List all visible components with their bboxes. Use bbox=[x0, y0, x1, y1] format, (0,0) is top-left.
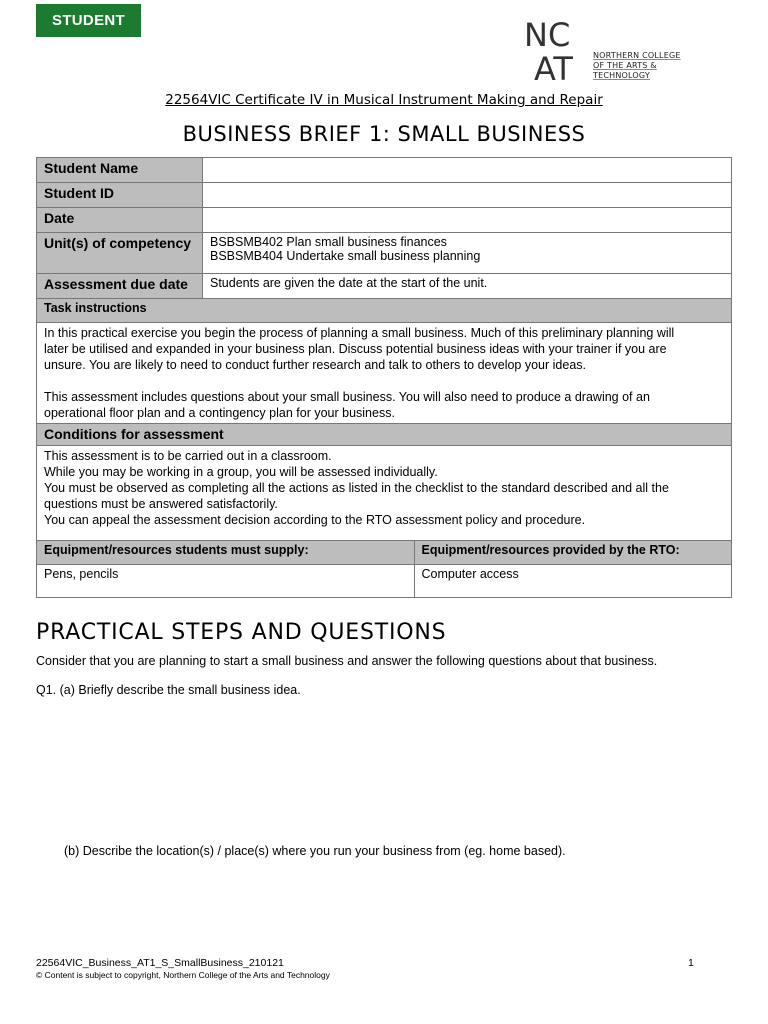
student-name-row bbox=[37, 158, 732, 183]
condition-line: This assessment is to be carried out in a classroom. bbox=[44, 449, 332, 463]
unit-item: BSBSMB402 Plan small business finances bbox=[210, 235, 447, 249]
condition-line: You can appeal the assessment decision according to the RTO assessment policy and procedure. bbox=[44, 513, 586, 527]
course-title: 22564VIC Certificate IV in Musical Instrument Making and Repair bbox=[165, 92, 603, 108]
equipment-body-row bbox=[37, 565, 732, 598]
condition-line: You must be observed as completing all the actions as listed in the checklist to the standard described and all the bbox=[44, 481, 669, 495]
equipment-student-value: Pens, pencils bbox=[37, 565, 415, 598]
equipment-rto-value: Computer access bbox=[414, 565, 732, 598]
task-line: later be utilised and expanded in your business plan. Discuss potential business ideas with your trainer if you are bbox=[44, 342, 667, 356]
task-header-row bbox=[37, 299, 732, 323]
logo-college-name bbox=[593, 51, 681, 81]
logo-line: TECHNOLOGY bbox=[593, 71, 650, 80]
page-number: 1 bbox=[688, 957, 694, 969]
task-line: unsure. You are likely to need to conduct further research and talk to others to develop your ideas. bbox=[44, 358, 587, 372]
logo-line: OF THE ARTS & bbox=[593, 61, 657, 70]
units-label: Unit(s) of competency bbox=[37, 233, 203, 274]
question-1a: Q1. (a) Briefly describe the small business idea. bbox=[36, 683, 301, 697]
footer-copyright: © Content is subject to copyright, Northern College of the Arts and Technology bbox=[36, 970, 330, 980]
task-line: operational floor plan and a contingency plan for your business. bbox=[44, 406, 395, 420]
units-row bbox=[37, 233, 732, 274]
logo-letters-bottom: AT bbox=[534, 50, 573, 82]
equipment-header-row bbox=[37, 541, 732, 565]
logo-letters-top: NC bbox=[524, 16, 571, 54]
condition-line: While you may be working in a group, you will be assessed individually. bbox=[44, 465, 438, 479]
student-name-label: Student Name bbox=[37, 158, 203, 183]
task-body-row bbox=[37, 323, 732, 424]
student-name-field[interactable] bbox=[203, 158, 732, 183]
conditions-header-row bbox=[37, 424, 732, 446]
task-instructions-text bbox=[37, 323, 732, 424]
units-value bbox=[203, 233, 732, 274]
footer-filename: 22564VIC_Business_AT1_S_SmallBusiness_210121 bbox=[36, 957, 284, 969]
practical-heading: PRACTICAL STEPS AND QUESTIONS bbox=[36, 620, 447, 645]
due-date-label: Assessment due date bbox=[37, 274, 203, 299]
question-1b: (b) Describe the location(s) / place(s) where you run your business from (eg. home based). bbox=[64, 844, 566, 858]
practical-intro: Consider that you are planning to start a small business and answer the following questions about that business. bbox=[36, 654, 658, 668]
due-date-value: Students are given the date at the start of the unit. bbox=[203, 274, 732, 299]
student-id-label: Student ID bbox=[37, 183, 203, 208]
conditions-text bbox=[37, 446, 732, 541]
task-instructions-heading: Task instructions bbox=[37, 299, 732, 323]
date-label: Date bbox=[37, 208, 203, 233]
equipment-student-heading: Equipment/resources students must supply: bbox=[37, 541, 415, 565]
unit-item: BSBSMB404 Undertake small business planning bbox=[210, 249, 481, 263]
logo-line: NORTHERN COLLEGE bbox=[593, 51, 681, 60]
date-row bbox=[37, 208, 732, 233]
brief-title: BUSINESS BRIEF 1: SMALL BUSINESS bbox=[182, 122, 586, 146]
condition-line: questions must be answered satisfactorily. bbox=[44, 497, 278, 511]
due-date-row bbox=[37, 274, 732, 299]
assessment-form-table bbox=[36, 157, 732, 598]
student-id-field[interactable] bbox=[203, 183, 732, 208]
student-badge: STUDENT bbox=[36, 4, 141, 37]
task-line: In this practical exercise you begin the process of planning a small business. Much of this preliminary planning will bbox=[44, 326, 675, 340]
student-id-row bbox=[37, 183, 732, 208]
ncat-logo bbox=[520, 14, 690, 82]
date-field[interactable] bbox=[203, 208, 732, 233]
equipment-rto-heading: Equipment/resources provided by the RTO: bbox=[414, 541, 732, 565]
task-line: This assessment includes questions about your small business. You will also need to produce a drawing of an bbox=[44, 390, 650, 404]
conditions-body-row bbox=[37, 446, 732, 541]
ncat-logo-mark bbox=[520, 14, 595, 82]
conditions-heading: Conditions for assessment bbox=[37, 424, 732, 446]
